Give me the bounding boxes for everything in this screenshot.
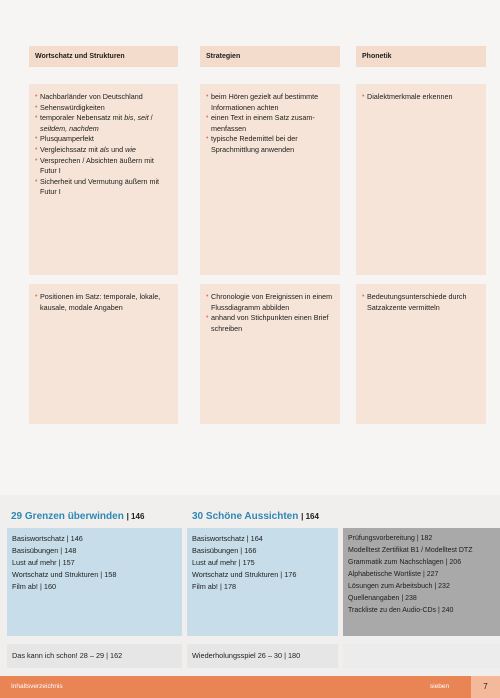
toc-entry[interactable]: Film ab! | 178 xyxy=(192,582,237,591)
column-title: Strategien xyxy=(206,53,241,60)
toc-entry[interactable]: Basisübungen | 148 xyxy=(12,546,77,555)
list-item: • Versprechen / Absichten äußern mit Futur I xyxy=(35,156,172,177)
toc-entry[interactable]: Film ab! | 160 xyxy=(12,582,57,591)
phonetik-box-1 xyxy=(356,84,486,275)
toc-entry[interactable]: Lust auf mehr | 157 xyxy=(12,558,75,567)
toc-entry[interactable]: Lust auf mehr | 175 xyxy=(192,558,255,567)
list-item: • Plusquamperfekt xyxy=(35,134,172,145)
toc-entry[interactable]: Trackliste zu den Audio-CDs | 240 xyxy=(348,607,454,614)
list-item: • Sicherheit und Vermutung äußern mit Futur I xyxy=(35,177,172,198)
list-item: • Sehenswürdigkeiten xyxy=(35,103,172,114)
toc-entry[interactable]: Basiswortschatz | 164 xyxy=(192,534,263,543)
toc-entry[interactable]: Basiswortschatz | 146 xyxy=(12,534,83,543)
unit-30-review[interactable]: Wiederholungsspiel 26 – 30 | 180 xyxy=(187,644,338,668)
list-item: • Dialektmerkmale erkennen xyxy=(362,92,480,103)
column-title: Phonetik xyxy=(362,53,392,60)
wortschatz-box-1 xyxy=(29,84,178,275)
column-title: Wortschatz und Strukturen xyxy=(35,53,125,60)
toc-entry[interactable]: Alphabetische Wortliste | 227 xyxy=(348,571,439,578)
toc-entry[interactable]: Prüfungsvorbereitung | 182 xyxy=(348,535,433,542)
unit-30-title: 30 Schöne Aussichten | 164 xyxy=(192,511,319,522)
column-header-strategien xyxy=(200,46,340,67)
unit-29-review[interactable]: Das kann ich schon! 28 – 29 | 162 xyxy=(7,644,182,668)
appendix-contents xyxy=(343,528,500,636)
toc-entry[interactable]: Wortschatz und Strukturen | 158 xyxy=(12,570,117,579)
unit-29-contents xyxy=(7,528,182,636)
toc-entry[interactable]: Wortschatz und Strukturen | 176 xyxy=(192,570,297,579)
toc-entry[interactable]: Modelltest Zertifikat B1 / Modelltest DTZ xyxy=(348,547,473,554)
unit-29-title: 29 Grenzen überwinden | 146 xyxy=(11,511,145,522)
list-item: • Positionen im Satz: temporale, lokale, kausale, modale Angaben xyxy=(35,292,172,313)
unit-30-contents xyxy=(187,528,338,636)
list-item: • einen Text in einem Satz zusam-menfassen xyxy=(206,113,334,134)
list-item: • beim Hören gezielt auf bestimmte Informationen achten xyxy=(206,92,334,113)
strategien-box-1 xyxy=(200,84,340,275)
page-footer xyxy=(0,676,500,698)
toc-entry[interactable]: Grammatik zum Nachschlagen | 206 xyxy=(348,559,462,566)
column-header-wortschatz xyxy=(29,46,178,67)
list-item: • Nachbarländer von Deutschland xyxy=(35,92,172,103)
page-number: 7 xyxy=(471,676,500,698)
column-header-phonetik xyxy=(356,46,486,67)
strategien-box-2 xyxy=(200,284,340,424)
footer-page-word: sieben xyxy=(430,683,450,690)
list-item: • typische Redemittel bei der Sprachmittlung anwenden xyxy=(206,134,334,155)
review-spacer xyxy=(343,644,500,668)
list-item: • Vergleichssatz mit als und wie xyxy=(35,145,172,156)
toc-entry[interactable]: Lösungen zum Arbeitsbuch | 232 xyxy=(348,583,450,590)
list-item: • anhand von Stichpunkten einen Brief schreiben xyxy=(206,313,334,334)
list-item: • Bedeutungsunterschiede durch Satzakzente vermitteln xyxy=(362,292,480,313)
phonetik-box-2 xyxy=(356,284,486,424)
toc-entry[interactable]: Basisübungen | 166 xyxy=(192,546,257,555)
footer-section-label: Inhaltsverzeichnis xyxy=(11,683,63,690)
wortschatz-box-2 xyxy=(29,284,178,424)
toc-entry[interactable]: Quellenangaben | 238 xyxy=(348,595,417,602)
list-item: • temporaler Nebensatz mit bis, seit / seitdem, nachdem xyxy=(35,113,172,134)
list-item: • Chronologie von Ereignissen in einem Flussdiagramm abbilden xyxy=(206,292,334,313)
